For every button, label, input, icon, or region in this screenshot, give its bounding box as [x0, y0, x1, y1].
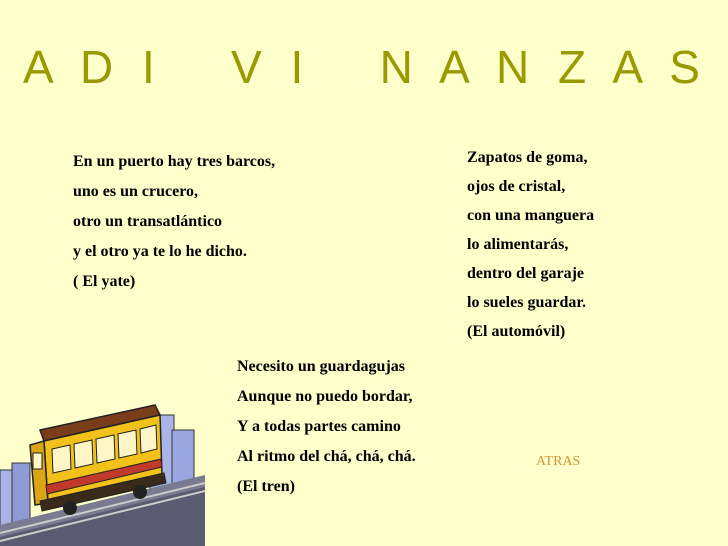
riddle-line: Aunque no puedo bordar,: [237, 388, 413, 405]
riddle-line: Zapatos de goma,: [467, 149, 588, 166]
riddle-line: lo alimentarás,: [467, 236, 569, 253]
riddle-line: En un puerto hay tres barcos,: [73, 153, 276, 170]
riddle-line: dentro del garaje: [467, 265, 585, 282]
riddle-line: con una manguera: [467, 207, 595, 224]
riddle-answer: (El tren): [237, 478, 295, 495]
riddle-line: Necesito un guardagujas: [237, 358, 406, 375]
riddle-line: ojos de cristal,: [467, 178, 566, 195]
riddle-line: Y a todas partes camino: [237, 418, 401, 435]
page-title: A D I V I N A N Z A S: [23, 41, 705, 93]
back-link[interactable]: ATRAS: [536, 454, 581, 469]
riddle-line: y el otro ya te lo he dicho.: [73, 243, 247, 260]
riddle-line: Al ritmo del chá, chá, chá.: [237, 448, 416, 465]
riddle-answer: (El automóvil): [467, 323, 566, 340]
riddle-car: [467, 143, 594, 346]
riddle-line: otro un transatlántico: [73, 213, 223, 230]
riddle-answer: ( El yate): [73, 273, 136, 290]
cable-car-icon: [0, 375, 205, 546]
riddle-line: lo sueles guardar.: [467, 294, 586, 311]
riddle-line: uno es un crucero,: [73, 183, 199, 200]
riddle-train: [237, 352, 416, 502]
riddle-boats: [73, 147, 275, 297]
